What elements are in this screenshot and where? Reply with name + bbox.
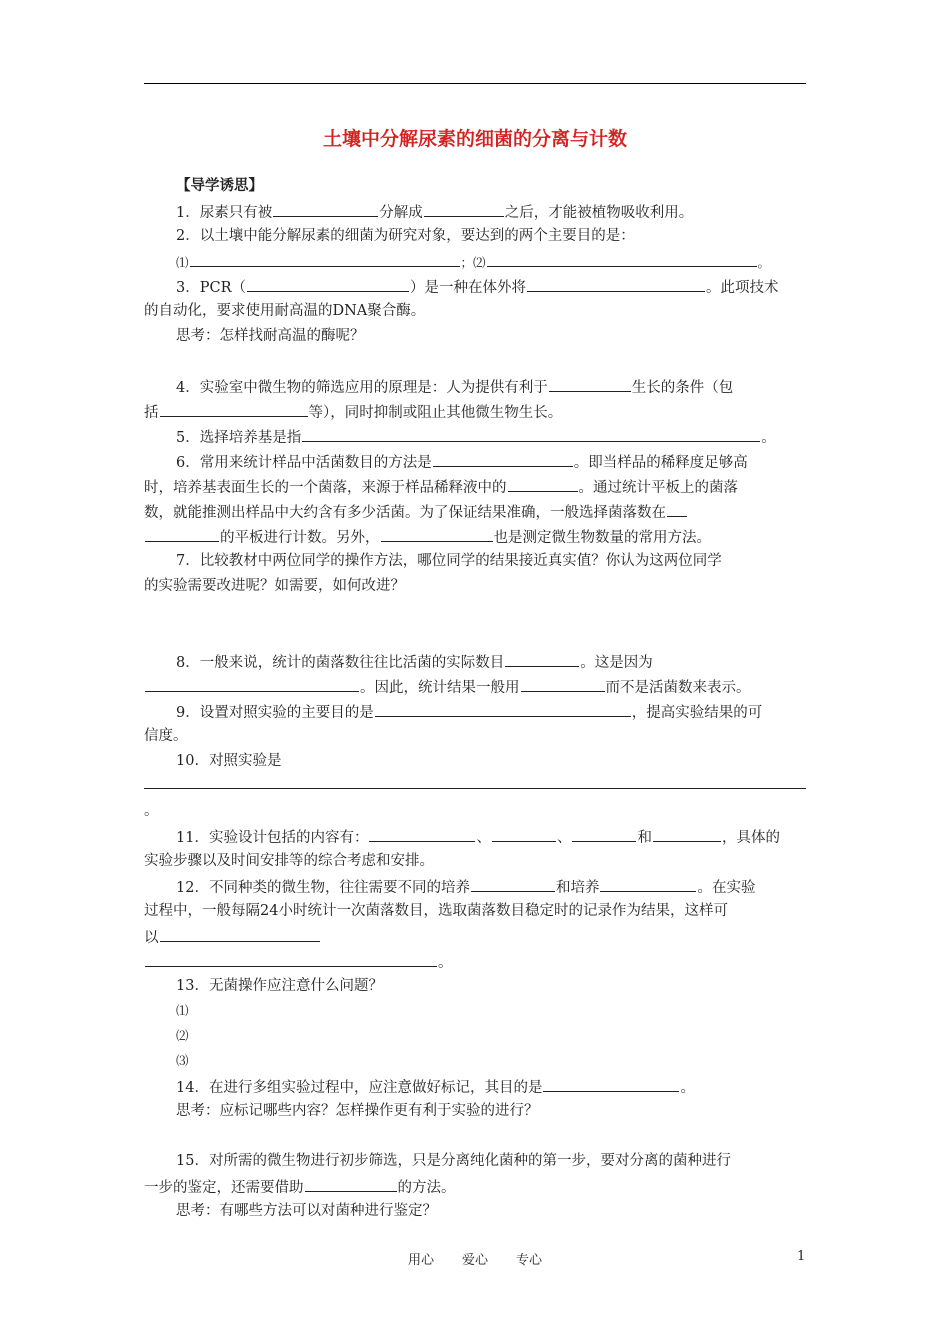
answer-blank[interactable] [543, 1076, 679, 1092]
question-12-line2: 过程中，一般每隔24小时统计一次菌落数目，选取菌落数目稳定时的记录作为结果，这样可 [144, 903, 728, 919]
question-15: 15．对所需的微生物进行初步筛选，只是分离纯化菌种的第一步，要对分离的菌种进行 [176, 1153, 731, 1169]
answer-blank[interactable] [521, 676, 605, 692]
question-6-line3: 数，就能推测出样品中大约含有多少活菌。为了保证结果准确，一般选择菌落数在 [144, 501, 806, 523]
question-12: 12．不同种类的微生物，往往需要不同的培养 和培养 。在实验 [176, 876, 806, 898]
answer-blank[interactable] [145, 526, 219, 542]
question-6-line2: 时，培养基表面生长的一个菌落，来源于样品稀释液中的 。通过统计平板上的菌落 [144, 476, 806, 498]
answer-blank[interactable] [381, 526, 493, 542]
header-rule [144, 83, 806, 84]
question-7-cont: 的实验需要改进呢？如需要，如何改进？ [144, 578, 405, 594]
think-14: 思考：应标记哪些内容？怎样操作更有利于实验的进行？ [176, 1103, 539, 1119]
question-9: 9．设置对照实验的主要目的是 ，提高实验结果的可 [176, 701, 806, 723]
answer-blank[interactable] [667, 501, 687, 517]
question-7: 7．比较教材中两位同学的操作方法，哪位同学的结果接近真实值？你认为这两位同学 [176, 553, 722, 569]
section-heading: 【导学诱思】 [176, 178, 263, 194]
answer-blank[interactable] [487, 251, 757, 267]
question-6-line4: 的平板进行计数。另外， 也是测定微生物数量的常用方法。 [144, 526, 806, 548]
question-13-item: ⑶ [176, 1053, 189, 1068]
question-6: 6．常用来统计样品中活菌数目的方法是 。即当样品的稀释度足够高 [176, 451, 806, 473]
question-3: 3．PCR（ ）是一种在体外将 。此项技术 [176, 276, 806, 298]
answer-blank[interactable] [572, 826, 636, 842]
think-15: 思考：有哪些方法可以对菌种进行鉴定？ [176, 1203, 437, 1219]
answer-blank[interactable] [505, 651, 579, 667]
think-3: 思考：怎样找耐高温的酶呢？ [176, 328, 365, 344]
question-8-cont: 。因此，统计结果一般用 而不是活菌数来表示。 [144, 676, 806, 698]
page-number: 1 [797, 1249, 806, 1264]
answer-blank[interactable] [527, 276, 705, 292]
answer-blank[interactable] [600, 876, 696, 892]
question-14: 14．在进行多组实验过程中，应注意做好标记，其目的是 。 [176, 1076, 806, 1098]
answer-blank[interactable] [508, 476, 578, 492]
question-13-item: ⑵ [176, 1028, 189, 1043]
answer-blank[interactable] [144, 788, 806, 789]
answer-blank[interactable] [190, 251, 460, 267]
answer-blank[interactable] [145, 951, 437, 967]
question-11-cont: 实验步骤以及时间安排等的综合考虑和安排。 [144, 853, 434, 869]
answer-blank[interactable] [471, 876, 555, 892]
answer-blank[interactable] [247, 276, 409, 292]
answer-blank[interactable] [375, 701, 631, 717]
answer-blank[interactable] [369, 826, 475, 842]
question-13-item: ⑴ [176, 1003, 189, 1018]
question-15-cont: 一步的鉴定，还需要借助 的方法。 [144, 1176, 806, 1198]
answer-blank[interactable] [424, 201, 504, 217]
question-3-cont: 的自动化，要求使用耐高温的DNA聚合酶。 [144, 303, 426, 319]
question-5: 5．选择培养基是指 。 [176, 426, 806, 448]
answer-blank[interactable] [273, 201, 378, 217]
answer-blank[interactable] [492, 826, 556, 842]
question-1: 1．尿素只有被 分解成 之后，才能被植物吸收利用。 [176, 201, 806, 223]
answer-blank[interactable] [160, 401, 308, 417]
question-8: 8．一般来说，统计的菌落数往往比活菌的实际数目 。这是因为 [176, 651, 806, 673]
answer-blank[interactable] [653, 826, 721, 842]
footer-word: 专心 [516, 1253, 543, 1268]
answer-blank[interactable] [160, 926, 320, 942]
page-title: 土壤中分解尿素的细菌的分离与计数 [322, 128, 627, 150]
answer-blank[interactable] [302, 426, 760, 442]
page-footer [0, 1249, 950, 1268]
question-10: 10．对照实验是 [176, 753, 282, 769]
answer-blank[interactable] [433, 451, 573, 467]
question-12-line3: 以 [144, 926, 806, 948]
question-2: 2．以土壤中能分解尿素的细菌为研究对象，要达到的两个主要目的是： [176, 228, 635, 244]
question-13: 13．无菌操作应注意什么问题？ [176, 978, 383, 994]
question-12-line4: 。 [144, 951, 806, 973]
question-4-cont: 括 等），同时抑制或阻止其他微生物生长。 [144, 401, 806, 423]
answer-blank[interactable] [305, 1176, 397, 1192]
question-4: 4．实验室中微生物的筛选应用的原理是：人为提供有利于 生长的条件（包 [176, 376, 806, 398]
question-10-end: 。 [144, 803, 159, 819]
answer-blank[interactable] [549, 376, 631, 392]
question-9-cont: 信度。 [144, 728, 188, 744]
question-11: 11．实验设计包括的内容有： 、 、 和 ，具体的 [176, 826, 806, 848]
footer-word: 用心 [407, 1253, 434, 1268]
footer-word: 爱心 [461, 1253, 488, 1268]
question-2-answers: ⑴ ；⑵ 。 [176, 251, 806, 273]
answer-blank[interactable] [145, 676, 359, 692]
